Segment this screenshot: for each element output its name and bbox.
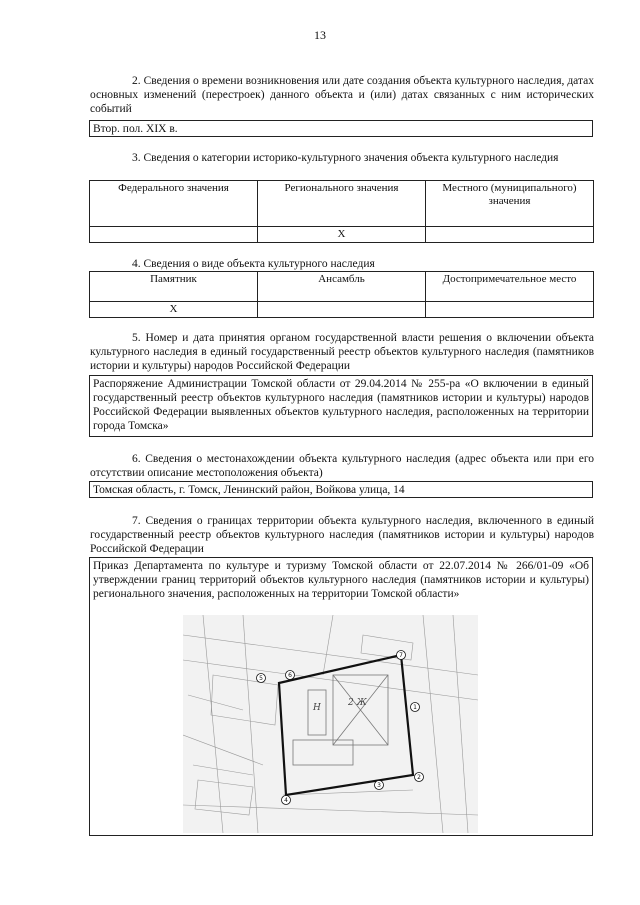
header-local: Местного (муниципального) значения — [426, 181, 594, 227]
mark-local — [426, 227, 594, 243]
page-number: 13 — [314, 28, 326, 42]
map-background-lines — [183, 615, 478, 833]
header-federal: Федерального значения — [90, 181, 258, 227]
category-table — [89, 180, 594, 243]
header-monument: Памятник — [90, 272, 258, 302]
section-6-text: 6. Сведения о местонахождении объекта культурного наследия (адрес объекта или при его отсутствии описание местоположения объекта) — [90, 453, 594, 479]
point-label-1: 1 — [413, 704, 417, 711]
section-4-text: 4. Сведения о виде объекта культурного наследия — [132, 258, 375, 270]
type-table — [89, 271, 594, 318]
section-7-text: 7. Сведения о границах территории объекта культурного наследия, включенного в единый государственный реестр объектов культурного наследия (памятников истории и культуры) народов Российской Федерации — [90, 515, 594, 555]
section-2-text: 2. Сведения о времени возникновения или дате создания объекта культурного наследия, датах основных изменений (перестроек) данного объекта и (или) датах связанных с ним исторических событий — [90, 75, 594, 115]
mark-monument: X — [90, 302, 258, 318]
point-label-7: 7 — [399, 652, 403, 659]
point-label-6: 6 — [288, 672, 292, 679]
mark-federal — [90, 227, 258, 243]
header-regional: Регионального значения — [258, 181, 426, 227]
section-5-text: 5. Номер и дата принятия органом государственной власти решения о включении объекта культурного наследия в единый государственный реестр объектов культурного наследия (памятников истории и культуры) народов Российской Федерации — [90, 332, 594, 372]
house-label-n: Н — [313, 703, 321, 713]
boundary-map — [183, 615, 478, 833]
section-5-value: Распоряжение Администрации Томской области от 29.04.2014 № 255-ра «О включении в единый государственный реестр объектов культурного наследия (памятников истории и культуры) народов Российской Федерации выявленных объектов культурного наследия, расположенных на территории города Томска» — [89, 375, 593, 437]
section-7-value-text: Приказ Департамента по культуре и туризму Томской области от 22.07.2014 № 266/01-09 «Об утверждении границ территорий объектов культурного наследия (памятников истории и культуры) регионального значения, расположенных на территории Томской области» — [93, 560, 589, 600]
mark-ensemble — [258, 302, 426, 318]
section-6-value: Томская область, г. Томск, Ленинский район, Войкова улица, 14 — [89, 481, 593, 498]
mark-landmark — [426, 302, 594, 318]
point-label-2: 2 — [417, 774, 421, 781]
header-ensemble: Ансамбль — [258, 272, 426, 302]
section-2-value: Втор. пол. XIX в. — [89, 120, 593, 137]
map-buildings — [293, 675, 388, 765]
point-label-3: 3 — [377, 782, 381, 789]
house-label-2zh: 2 Ж — [348, 698, 367, 708]
mark-regional: X — [258, 227, 426, 243]
point-label-4: 4 — [284, 797, 288, 804]
header-landmark: Достопримечательное место — [426, 272, 594, 302]
point-label-5: 5 — [259, 675, 263, 682]
section-3-text: 3. Сведения о категории историко-культурного значения объекта культурного наследия — [132, 152, 559, 164]
